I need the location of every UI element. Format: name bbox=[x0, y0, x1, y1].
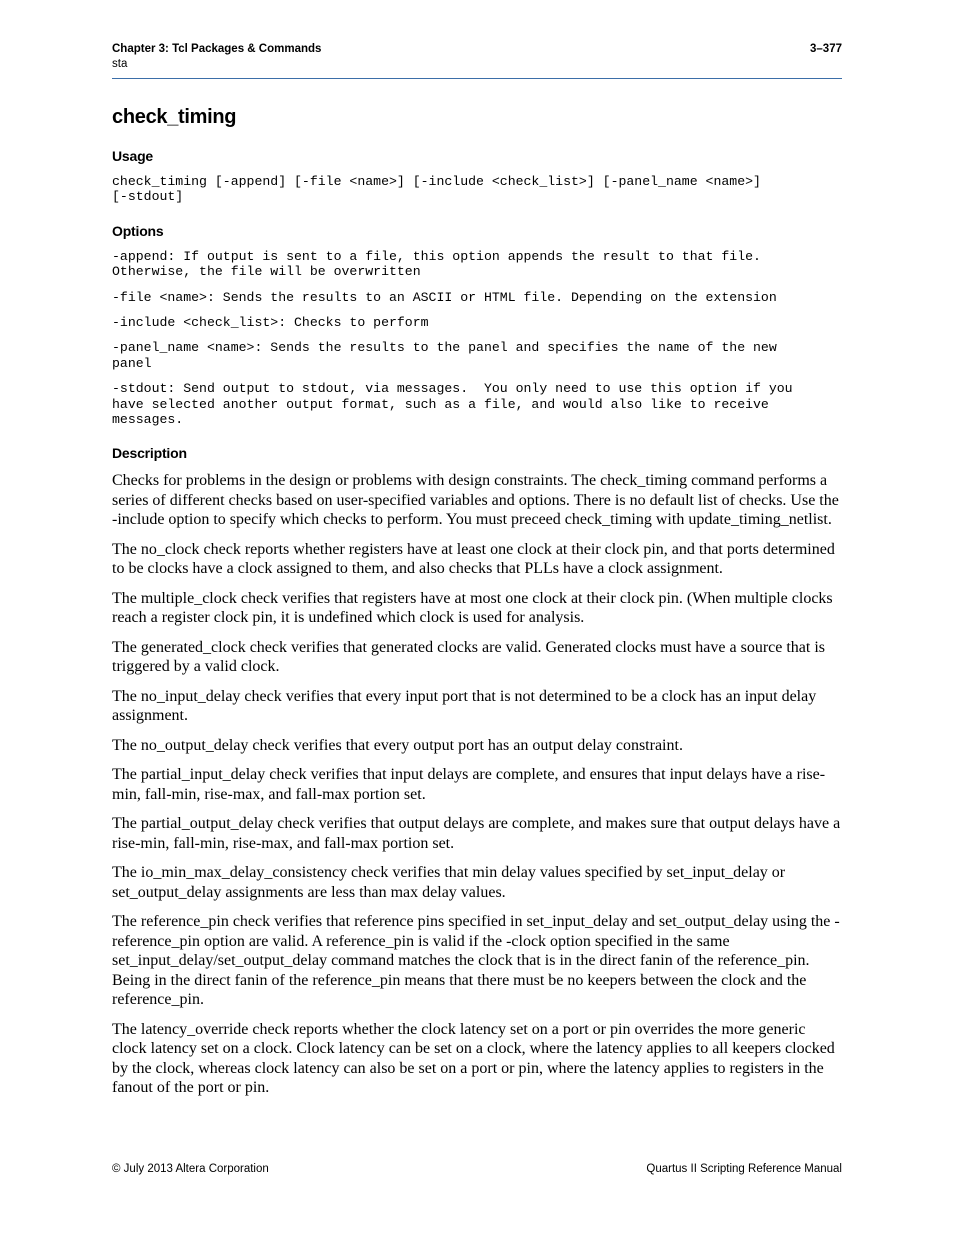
description-paragraph: The no_input_delay check verifies that every input port that is not determined to be a clock has an input delay assignment. bbox=[112, 687, 817, 725]
usage-heading: Usage bbox=[112, 148, 154, 164]
option-append: -append: If output is sent to a file, this option appends the result to that file. Otherwise, the file will be overwritten bbox=[112, 248, 761, 280]
option-include: -include <check_list>: Checks to perform bbox=[112, 315, 429, 331]
description-paragraph: The io_min_max_delay_consistency check verifies that min delay values specified by set_input_delay or set_output_delay assignments are less than max delay values. bbox=[112, 864, 786, 901]
description-paragraph: The latency_override check reports whether the clock latency set on a port or pin overrides the more generic clock latency set on a clock. Clock latency can be set on a clock, where the latency applies to all keepers clocked by the clock, whereas clock latency can also be set on a port or pin, where the latency applies to registers in the fanout of the port or pin. bbox=[112, 1020, 835, 1097]
description-paragraph: The reference_pin check verifies that reference pins specified in set_input_delay and set_output_delay using the -reference_pin option are valid. A reference_pin is valid if the -clock option specified in the same set_input_delay/set_output_delay command matches the clock that is in the direct fanin of the reference_pin. Being in the direct fanin of the reference_pin means that there must be no keepers between the clock and the reference_pin. bbox=[112, 913, 840, 1009]
description-paragraph: The partial_input_delay check verifies that input delays are complete, and ensures that input delays have a rise-min, fall-min, rise-max, and fall-max portion set. bbox=[112, 766, 826, 803]
chapter-title: Chapter 3: Tcl Packages & Commands bbox=[112, 43, 322, 55]
description-paragraph: The partial_output_delay check verifies that output delays are complete, and makes sure that output delays have a rise-min, fall-min, rise-max, and fall-max portion set. bbox=[112, 815, 841, 852]
command-title: check_timing bbox=[112, 106, 237, 128]
options-heading: Options bbox=[112, 222, 164, 239]
page-header bbox=[112, 42, 842, 79]
option-panel-name: -panel_name <name>: Sends the results to the panel and specifies the name of the new panel bbox=[112, 340, 777, 371]
page-content bbox=[112, 104, 844, 1108]
description-paragraph: The no_output_delay check verifies that every output port has an output delay constraint. bbox=[112, 736, 683, 754]
description-paragraph: Checks for problems in the design or problems with design constraints. The check_timing command performs a series of different checks based on user-specified variables and options. There is no default list of checks. Use the -include option to specify which checks to perform. You must preceed check_timing with update_timing_netlist. bbox=[112, 472, 839, 529]
footer-copyright: © July 2013 Altera Corporation bbox=[112, 1163, 269, 1175]
usage-syntax: check_timing [-append] [-file <name>] [-include <check_list>] [-panel_name <name>] [-stdout] bbox=[112, 174, 761, 205]
description-heading: Description bbox=[112, 445, 187, 462]
description-paragraph: The generated_clock check verifies that generated clocks are valid. Generated clocks must have a source that is triggered by a valid clock. bbox=[112, 638, 826, 676]
section-name: sta bbox=[112, 58, 128, 70]
page-number: 3–377 bbox=[810, 43, 842, 55]
description-paragraph: The multiple_clock check verifies that registers have at most one clock at their clock pin. (When multiple clocks reach a register clock pin, it is undefined which clock is used for analysis. bbox=[112, 589, 833, 627]
option-file: -file <name>: Sends the results to an ASCII or HTML file. Depending on the extension bbox=[112, 289, 777, 305]
footer-manual-title: Quartus II Scripting Reference Manual bbox=[646, 1163, 842, 1175]
option-stdout: -stdout: Send output to stdout, via messages. You only need to use this option if you have selected another output format, such as a file, and would also like to receive messages. bbox=[112, 381, 793, 428]
description-paragraph: The no_clock check reports whether registers have at least one clock at their clock pin, and that ports determined to be clocks have a clock assigned to them, and also checks that PLLs have a clock assignment. bbox=[112, 540, 835, 578]
